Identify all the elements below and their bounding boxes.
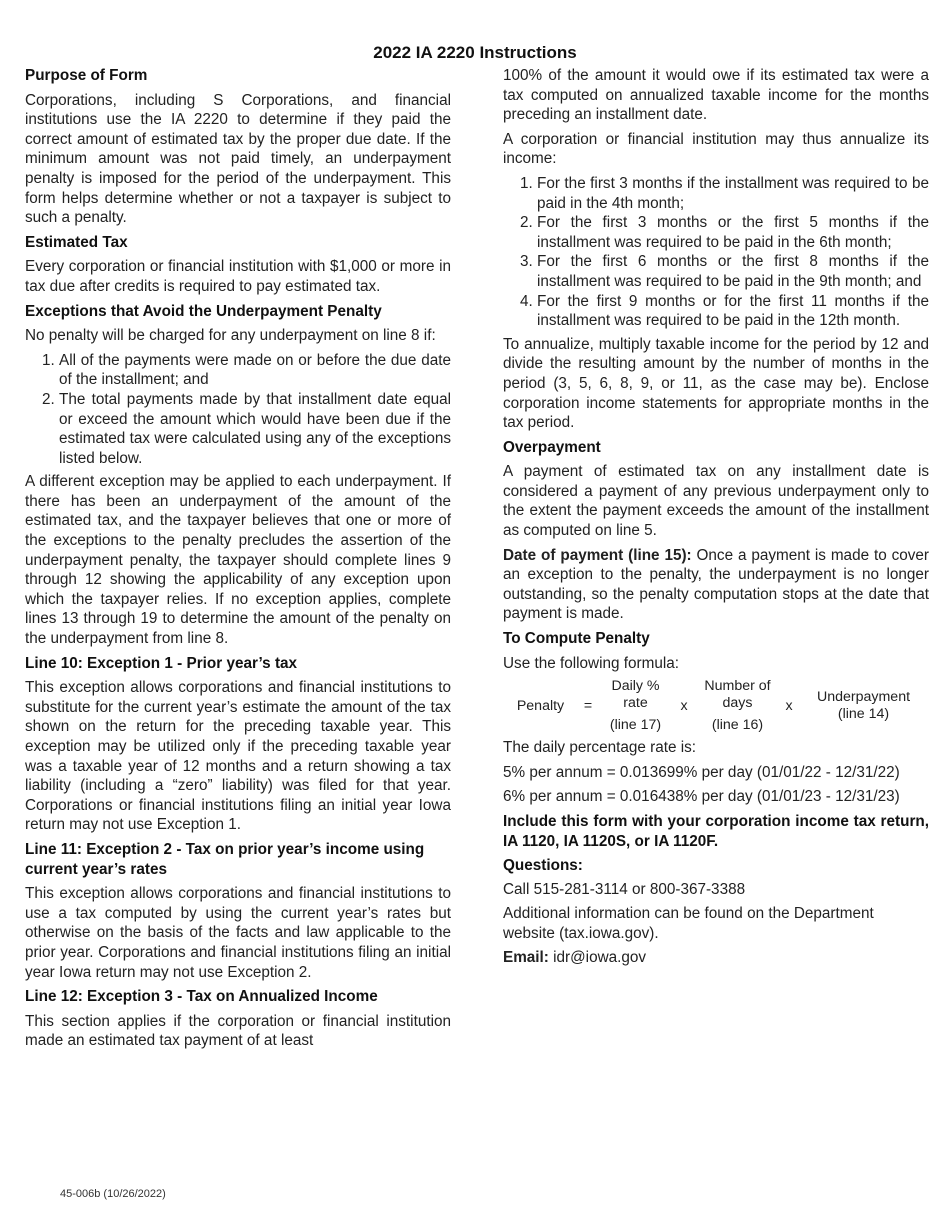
- list-item: 4. For the first 9 months or for the first 11 months if the installment was required to be paid in the 12th month.: [537, 292, 929, 331]
- list-item: 1. For the first 3 months if the installment was required to be paid in the 4th month;: [537, 174, 929, 213]
- rate-line-2023: 6% per annum = 0.016438% per day (01/01/23 - 12/31/23): [503, 788, 900, 806]
- line10-heading: Line 10: Exception 1 - Prior year’s tax: [25, 654, 298, 672]
- daily-rate-label: Daily %: [611, 678, 660, 695]
- days-label: days: [722, 695, 753, 712]
- number-of-label: Number of: [704, 678, 771, 695]
- list-item: 3. For the first 6 months or the first 8 months if the installment was required to be paid in the 9th month; and: [537, 252, 929, 291]
- exceptions-list: [25, 351, 451, 469]
- underpayment-label: Underpayment: [816, 689, 911, 706]
- form-number-footer: 45-006b (10/26/2022): [60, 1188, 166, 1200]
- formula-equals: =: [583, 697, 593, 714]
- overpayment-heading: Overpayment: [503, 438, 601, 456]
- date-of-payment-label: Date of payment (line 15):: [503, 546, 692, 564]
- rate-intro: The daily percentage rate is:: [503, 739, 697, 757]
- annualize-intro: A corporation or financial institution may thus annualize its income:: [503, 130, 929, 168]
- date-of-payment-text: Once a payment is made to cover an exception to the penalty, the underpayment is no longer outstanding, so the penalty computation stops at the date that payment is made.: [503, 546, 929, 623]
- formula-daily-rate: [598, 678, 673, 734]
- date-of-payment-paragraph: [503, 546, 929, 624]
- exceptions-text: A different exception may be applied to each underpayment. If there has been an underpayment of the amount of the estimated tax, and the taxpayer believes that one or more of the exceptions to the penalty precludes the assertion of the underpayment penalty, the taxpayer should complete lines 9 through 12 showing the applicability of any exception upon which the taxpayer relies. If no exception applies, complete lines 13 through 19 to determine the amount of the penalty on the underpayment from line 8.: [25, 473, 451, 648]
- right-column: [503, 66, 929, 972]
- include-form-note: Include this form with your corporation income tax return, IA 1120, IA 1120S, or IA 1120F.: [503, 813, 929, 850]
- formula-intro: Use the following formula:: [503, 654, 679, 672]
- line10-text: This exception allows corporations and financial institutions to substitute for the current year’s estimate the amount of the tax shown on the return for the preceding taxable year. This exception may be utilized only if the preceding taxable year was a taxable year of 12 months and a return showing a tax liability (including a “zero” liability) was filed for that year. Corporations or financial institutions filing an initial year Iowa return may not use Exception 1.: [25, 679, 451, 834]
- formula-times-2: x: [785, 697, 793, 714]
- line16-label: (line 16): [711, 717, 764, 734]
- annualize-text: To annualize, multiply taxable income for the period by 12 and divide the resulting amount by the number of months in the period (3, 5, 6, 8, 9, or 11, as the case may be). Enclose corporation income statements for appropriate months in the tax period.: [503, 335, 929, 432]
- line12-heading: Line 12: Exception 3 - Tax on Annualized Income: [25, 988, 378, 1006]
- formula-times-1: x: [680, 697, 688, 714]
- formula-underpayment: [798, 678, 929, 734]
- line14-label: (line 14): [837, 706, 890, 723]
- exceptions-heading: Exceptions that Avoid the Underpayment Penalty: [25, 302, 382, 320]
- overpayment-text: A payment of estimated tax on any installment date is considered a payment of any previous underpayment only to the extent the payment exceeds the amount of the installment as computed on line 5.: [503, 463, 929, 540]
- email-label: Email:: [503, 949, 549, 967]
- email-address: idr@iowa.gov: [548, 949, 647, 967]
- phone-numbers: Call 515-281-3114 or 800-367-3388: [503, 881, 746, 899]
- purpose-heading: Purpose of Form: [25, 67, 148, 84]
- email-line: [503, 948, 929, 968]
- exceptions-intro: No penalty will be charged for any underpayment on line 8 if:: [25, 327, 436, 345]
- rate-label: rate: [623, 695, 648, 712]
- page-title: 2022 IA 2220 Instructions: [373, 43, 577, 62]
- rate-line-2022: 5% per annum = 0.013699% per day (01/01/22 - 12/31/22): [503, 763, 900, 781]
- line11-heading: Line 11: Exception 2 - Tax on prior year’s income using current year’s rates: [25, 840, 425, 878]
- questions-heading: Questions:: [503, 857, 583, 875]
- annualized-continued-text: 100% of the amount it would owe if its estimated tax were a tax computed on annualized taxable income for the months preceding an installment date.: [503, 67, 929, 124]
- list-item: 2. The total payments made by that installment date equal or exceed the amount which would have been due if the estimated tax were calculated using any of the exceptions listed below.: [59, 390, 451, 468]
- line11-text: This exception allows corporations and financial institutions to use a tax computed by using the current year’s rates but otherwise on the basis of the facts and law applicable to the prior year. Corporations and financial institutions filing an initial year Iowa return may not use Exception 2.: [25, 885, 451, 981]
- list-item: 2. For the first 3 months or the first 5 months if the installment was required to be paid in the 6th month;: [537, 213, 929, 252]
- purpose-text: Corporations, including S Corporations, and financial institutions use the IA 2220 to determine if they paid the correct amount of estimated tax by the proper due date. If the minimum amount was not paid timely, an underpayment penalty is imposed for the period of the underpayment. This form helps determine whether or not a taxpayer is subject to such a penalty.: [25, 91, 451, 227]
- line17-label: (line 17): [609, 717, 662, 734]
- formula-days: [695, 678, 780, 734]
- compute-penalty-heading: To Compute Penalty: [503, 630, 650, 648]
- estimated-tax-text: Every corporation or financial institution with $1,000 or more in tax due after credits is required to pay estimated tax.: [25, 258, 451, 295]
- questions-section: [503, 856, 929, 968]
- estimated-tax-heading: Estimated Tax: [25, 233, 128, 251]
- annualize-list: [503, 174, 929, 331]
- formula-penalty: Penalty: [516, 697, 565, 714]
- penalty-formula: [503, 678, 929, 734]
- line12-text: This section applies if the corporation or financial institution made an estimated tax payment of at least: [25, 1012, 451, 1050]
- left-column: [25, 66, 451, 1056]
- additional-info: Additional information can be found on the Department website (tax.iowa.gov).: [503, 905, 874, 943]
- list-item: 1. All of the payments were made on or before the due date of the installment; and: [59, 351, 451, 390]
